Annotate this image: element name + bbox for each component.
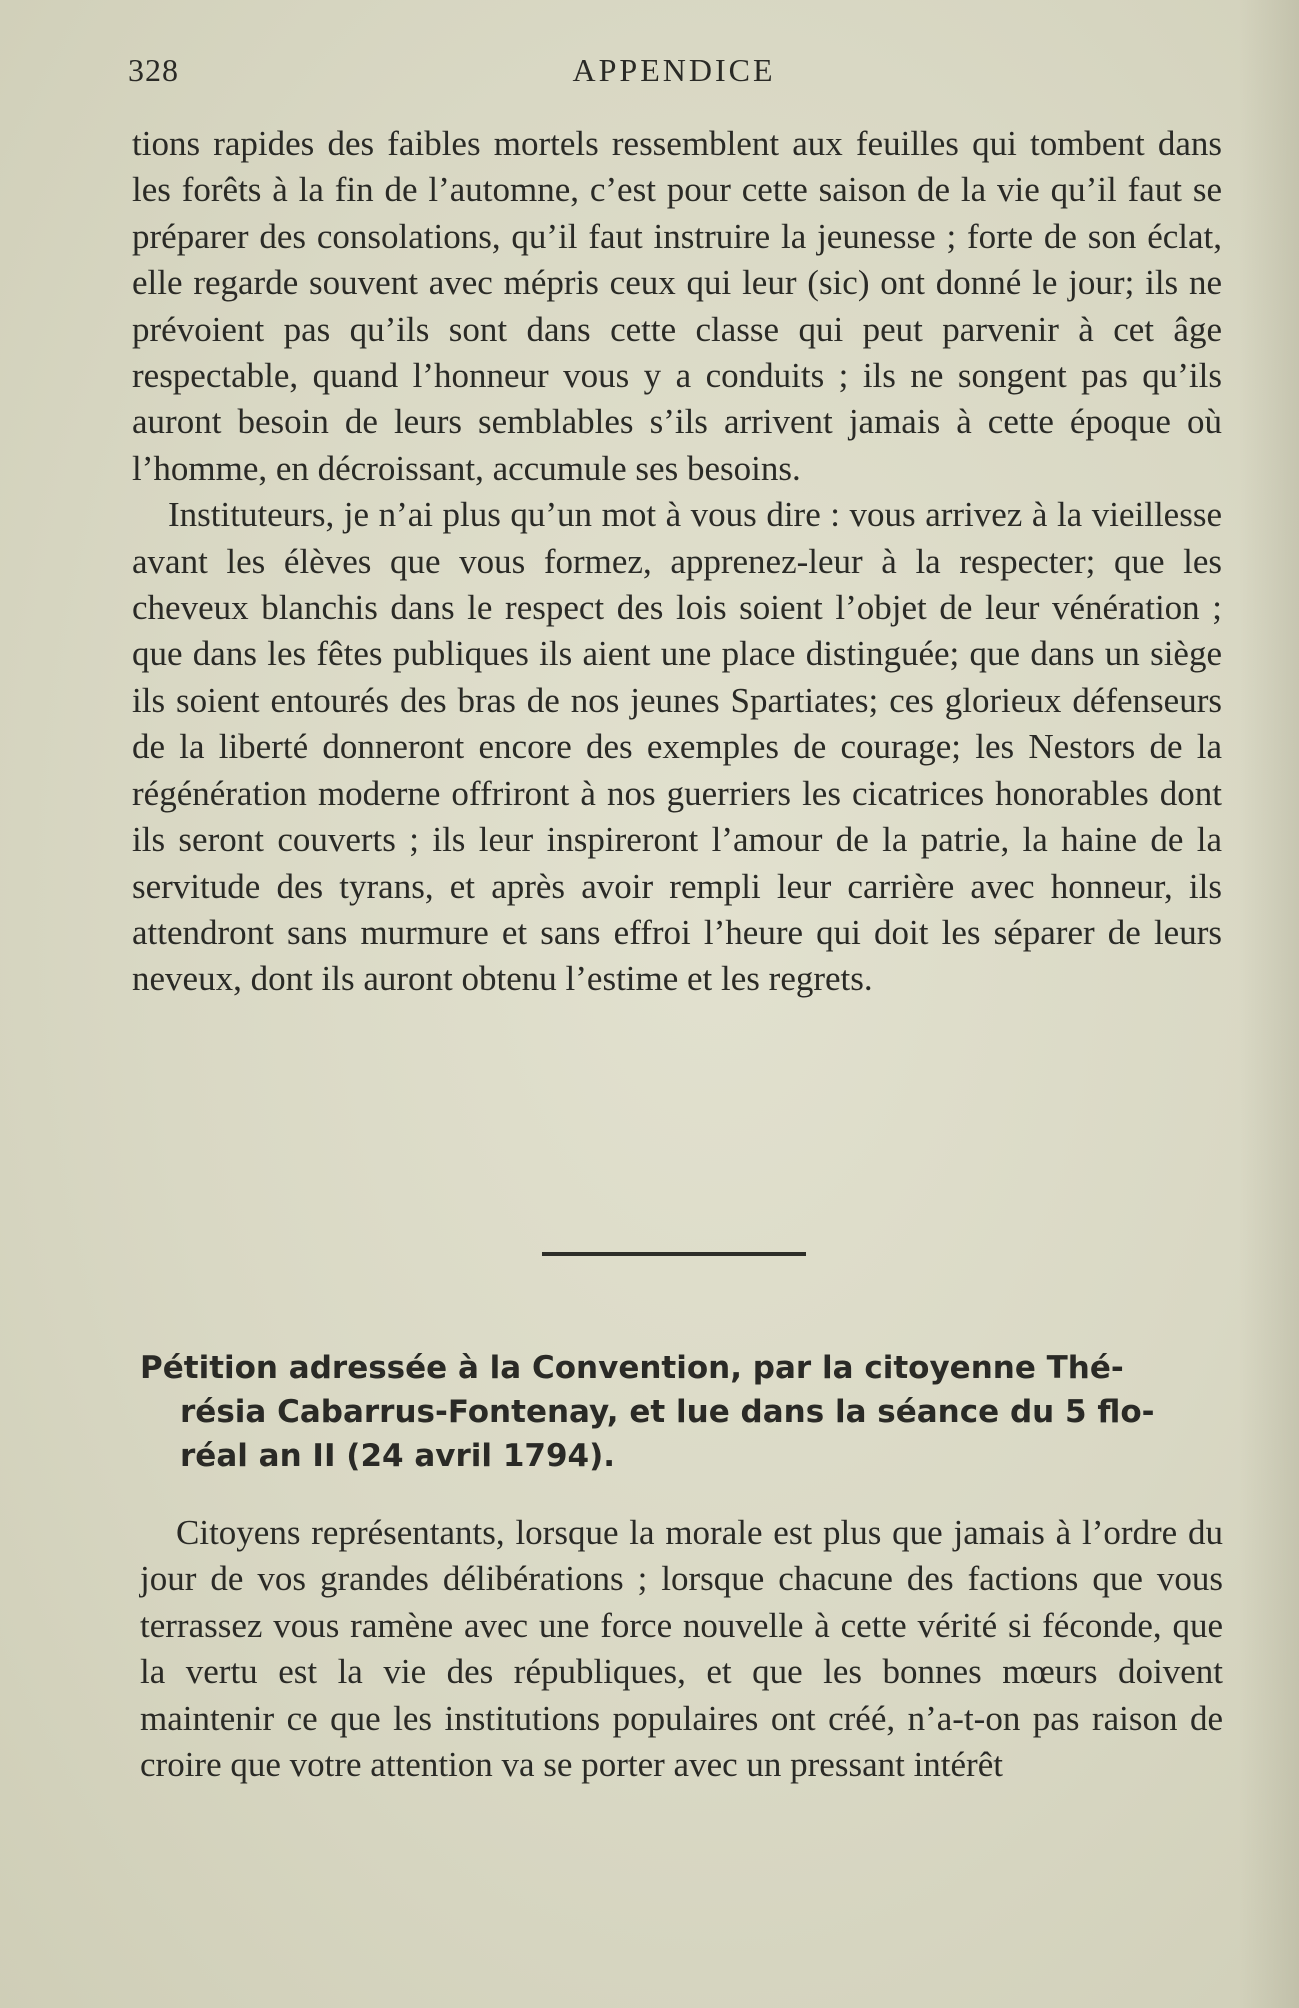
paragraph-instituteurs: Instituteurs, je n’ai plus qu’un mot à vous dire : vous arrivez à la vieillesse avant les élèves que vous formez, apprenez-leur à la respecter; que les cheveux blanchis dans le respect des lois soient l’objet de leur vénération ; que dans les fêtes publiques ils aient une place distinguée; que dans un siège ils soient entourés des bras de nos jeunes Spartiates; ces glorieux défenseurs de la liberté donneront encore des exemples de courage; les Nestors de la régénération moderne offriront à nos guerriers les cicatrices honorables dont ils seront couverts ; ils leur inspireront l’amour de la patrie, la haine de la servitude des tyrans, et après avoir rempli leur carrière avec honneur, ils attendront sans murmure et sans effroi l’heure qui doit les séparer de leurs neveux, dont ils auront obtenu l’estime et les regrets. [132, 495, 1222, 999]
text-block-bottom [140, 1510, 1223, 1788]
heading-line-3: réal an II (24 avril 1794). [180, 1438, 616, 1474]
heading-line-2: résia Cabarrus-Fontenay, et lue dans la séance du 5 flo- [180, 1394, 1155, 1430]
text-block-top [132, 121, 1222, 1003]
running-title: APPENDICE [572, 52, 776, 88]
section-rule [542, 1252, 806, 1256]
paragraph-continuation: tions rapides des faibles mortels ressemblent aux feuilles qui tombent dans les forêts à la fin de l’automne, c’est pour cette saison de la vie qu’il faut se préparer des consolations, qu’il faut instruire la jeunesse ; forte de son éclat, elle regarde souvent avec mépris ceux qui leur (sic) ont donné le jour; ils ne prévoient pas qu’ils sont dans cette classe qui peut parvenir à cet âge respectable, quand l’honneur vous y a conduits ; ils ne songent pas qu’ils auront besoin de leurs semblables s’ils arrivent jamais à cette époque où l’homme, en décroissant, accumule ses besoins. [132, 124, 1222, 488]
page-number: 328 [128, 52, 179, 88]
page-edge-shadow [1239, 0, 1299, 2008]
section-heading [140, 1346, 1223, 1478]
paragraph-citoyens: Citoyens représentants, lorsque la morale est plus que jamais à l’ordre du jour de vos grandes délibérations ; lorsque chacune des factions que vous terrassez vous ramène avec une force nouvelle à cette vérité si féconde, que la vertu est la vie des républiques, et que les bonnes mœurs doivent maintenir ce que les institutions populaires ont créé, n’a-t-on pas raison de croire que votre attention va se porter avec un pressant intérêt [140, 1513, 1223, 1785]
heading-line-1: Pétition adressée à la Convention, par la citoyenne Thé- [140, 1350, 1124, 1386]
running-head [128, 48, 1220, 98]
